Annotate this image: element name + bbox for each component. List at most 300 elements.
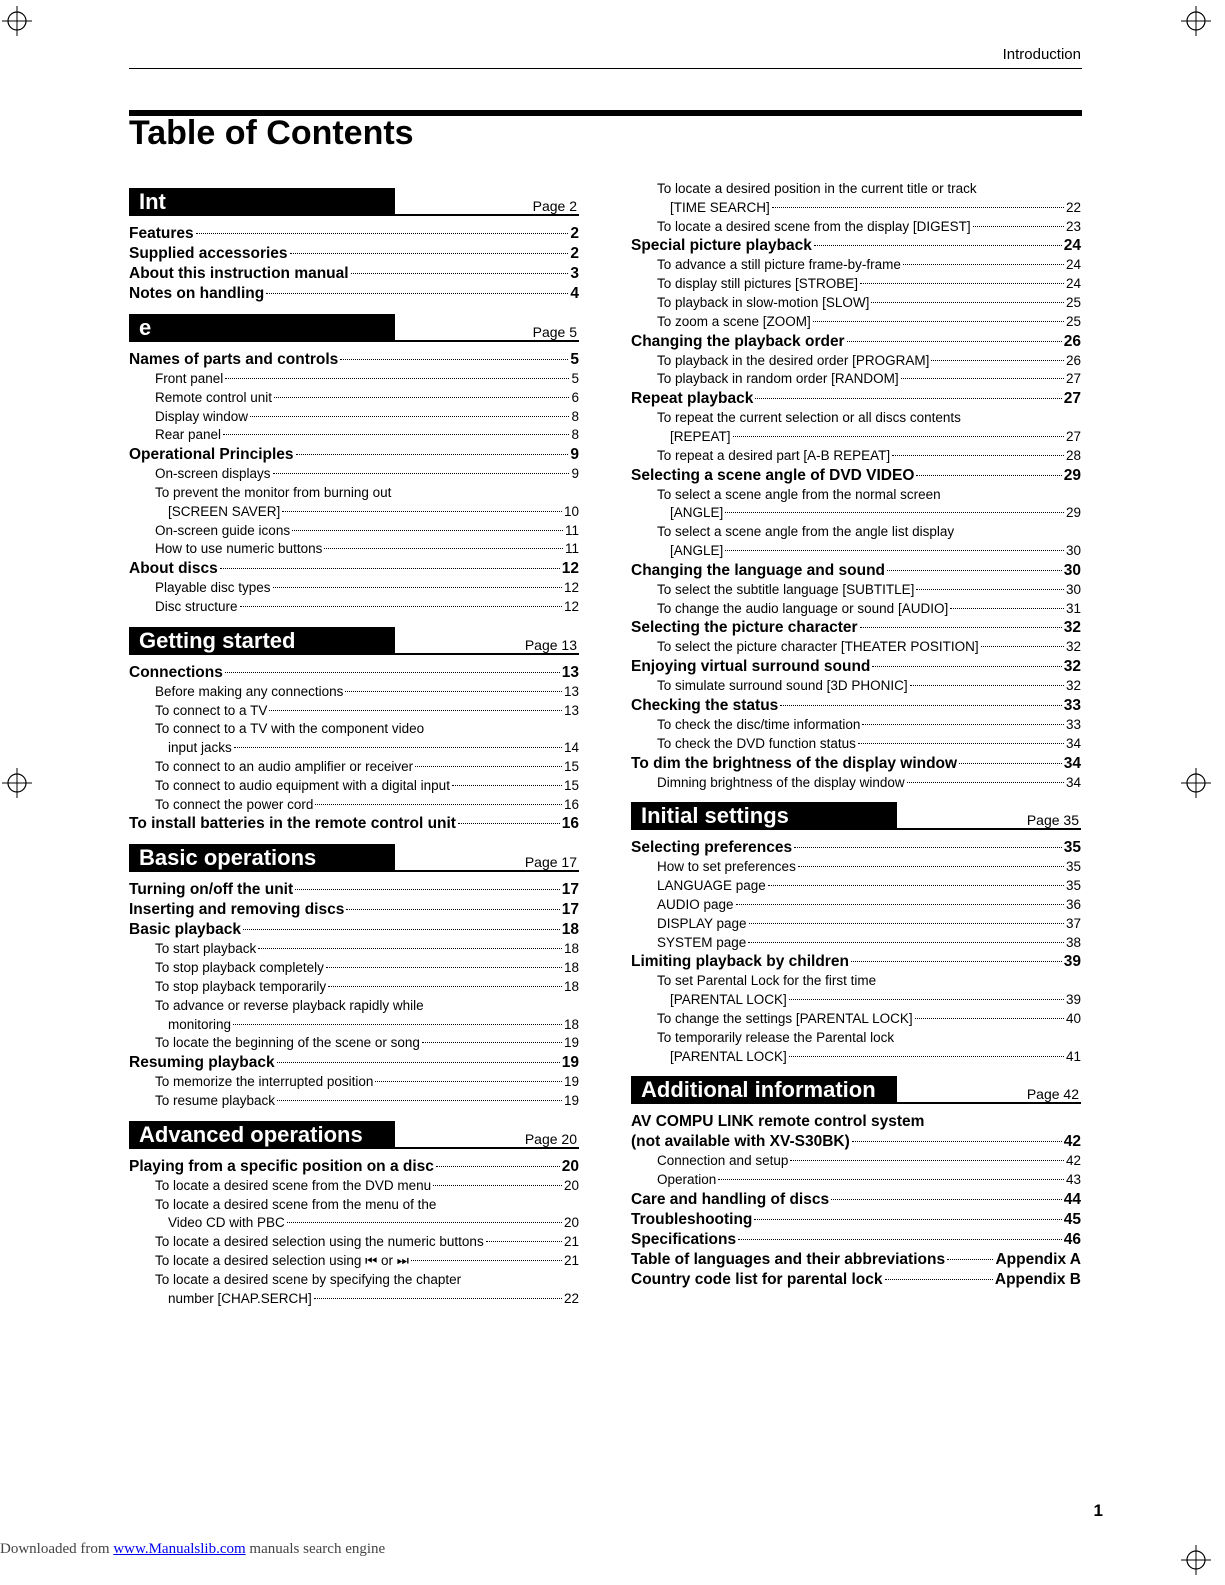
toc-entry-title: To check the DVD function status [657, 735, 856, 751]
toc-entry-text: To temporarily release the Parental lock [657, 1029, 895, 1045]
toc-entry[interactable] [631, 389, 1081, 409]
dot-leader [326, 967, 562, 968]
dot-leader [790, 1160, 1064, 1161]
toc-entry-title: monitoring [168, 1016, 232, 1032]
dot-leader [736, 904, 1064, 905]
toc-entry-page: 8 [571, 408, 579, 424]
toc-entry-page: 19 [561, 1054, 579, 1072]
dot-leader [872, 666, 1061, 667]
toc-entry-page: 19 [563, 1035, 579, 1051]
toc-entry-page: 35 [1065, 878, 1081, 894]
toc-entry-title: Display window [155, 408, 249, 424]
toc-entry-title: To connect to a TV [155, 702, 268, 718]
toc-entry[interactable] [129, 408, 579, 427]
toc-entry[interactable] [129, 559, 579, 579]
toc-entry-page: 17 [561, 901, 579, 919]
toc-entry-text: To set Parental Lock for the first time [657, 973, 877, 989]
toc-entry-title: input jacks [168, 740, 232, 756]
toc-entry-page: 14 [563, 740, 579, 756]
dot-leader [296, 454, 569, 455]
section-page-label: Page 5 [532, 324, 577, 340]
dot-leader [772, 207, 1064, 208]
registration-mark-icon [1181, 768, 1211, 798]
toc-entry[interactable] [129, 579, 579, 598]
toc-entry-page: 22 [1065, 199, 1081, 215]
toc-entry-page: 39 [1065, 992, 1081, 1008]
toc-entry-title: Connections [129, 663, 223, 681]
toc-entry[interactable] [631, 256, 1081, 275]
toc-entry-page: 31 [1065, 600, 1081, 616]
toc-section [129, 627, 579, 835]
toc-entry[interactable] [631, 1250, 1081, 1270]
dot-leader [738, 1239, 1062, 1240]
toc-entry-title: Front panel [155, 371, 224, 386]
toc-entry[interactable] [129, 702, 579, 721]
toc-entry-page: 10 [563, 503, 579, 519]
dot-leader [287, 1222, 562, 1223]
toc-entry[interactable] [631, 218, 1081, 237]
toc-entry-page: 9 [570, 446, 579, 464]
toc-entry[interactable] [631, 952, 1081, 972]
toc-entry-text: To repeat the current selection or all discs contents [657, 410, 961, 426]
toc-entry[interactable] [631, 1152, 1081, 1171]
toc-entry-text: To advance or reverse playback rapidly while [155, 997, 424, 1013]
toc-entry-title: Country code list for parental lock [631, 1270, 883, 1288]
toc-entry[interactable] [129, 1233, 579, 1252]
toc-entry-page: 18 [561, 921, 579, 939]
dot-leader [290, 253, 569, 254]
dot-leader [858, 743, 1064, 744]
toc-entry-title: number [CHAP.SERCH] [168, 1290, 312, 1306]
toc-entry-title: To memorize the interrupted position [155, 1074, 374, 1090]
toc-entry-title: [TIME SEARCH] [670, 199, 770, 215]
toc-entry-page: 12 [561, 560, 579, 578]
toc-entry-title: Selecting preferences [631, 839, 793, 857]
toc-entry[interactable] [129, 426, 579, 445]
dot-leader [947, 1259, 993, 1260]
toc-entry[interactable] [631, 199, 1081, 218]
section-header [129, 1121, 579, 1151]
toc-entry[interactable] [129, 940, 579, 959]
toc-entry[interactable] [631, 1132, 1081, 1152]
toc-entry[interactable] [631, 696, 1081, 716]
toc-entry-title: To locate a desired scene from the display [DIGEST] [657, 218, 971, 234]
toc-entry-page: 6 [571, 389, 579, 405]
toc-entry[interactable] [631, 735, 1081, 754]
dot-leader [907, 782, 1064, 783]
toc-entry-page: 25 [1065, 294, 1081, 310]
toc-entry-page: 16 [563, 796, 579, 812]
toc-entry-title: Special picture playback [631, 237, 812, 255]
toc-entry-page: 21 [563, 1252, 579, 1268]
toc-entry-page: 41 [1065, 1048, 1081, 1064]
toc-entry-text: AV COMPU LINK remote control system [631, 1113, 925, 1131]
toc-entry-title: Playing from a specific position on a disc [129, 1157, 434, 1175]
dot-leader [860, 627, 1062, 628]
dot-leader [436, 1166, 560, 1167]
toc-entry-page: 45 [1063, 1210, 1081, 1228]
dot-leader [754, 1219, 1061, 1220]
dot-leader [814, 245, 1062, 246]
dot-leader [315, 804, 562, 805]
toc-entry[interactable] [129, 920, 579, 940]
toc-entry[interactable] [631, 774, 1081, 793]
toc-entry[interactable] [129, 503, 579, 522]
dot-leader [486, 1241, 562, 1242]
toc-entry[interactable] [129, 758, 579, 777]
toc-entry[interactable] [631, 896, 1081, 915]
toc-entry[interactable] [129, 777, 579, 796]
toc-entry-title: Dimning brightness of the display window [657, 774, 905, 790]
dot-leader [794, 847, 1062, 848]
toc-entry[interactable] [631, 504, 1081, 523]
toc-entry-page: Appendix A [995, 1250, 1081, 1268]
toc-entry[interactable] [631, 1190, 1081, 1210]
toc-entry[interactable] [129, 1252, 579, 1271]
dot-leader [277, 1100, 562, 1101]
dot-leader [749, 923, 1064, 924]
dot-leader [847, 341, 1062, 342]
toc-entry-title: To install batteries in the remote control unit [129, 815, 456, 833]
page-number: 1 [1093, 1501, 1103, 1520]
toc-entry-text: To locate a desired scene by specifying the chapter [155, 1271, 462, 1287]
toc-entry[interactable] [129, 814, 579, 834]
toc-entry-page: 12 [563, 580, 579, 596]
dot-leader [273, 473, 570, 474]
toc-entry[interactable] [129, 1092, 579, 1111]
toc-section [129, 314, 579, 617]
dot-leader [223, 434, 569, 435]
manualslib-link[interactable]: www.Manualslib.com [113, 1541, 246, 1557]
toc-entry-page: 25 [1065, 313, 1081, 329]
dot-leader [871, 302, 1064, 303]
dot-leader [916, 475, 1061, 476]
header-rule [129, 68, 1082, 69]
dot-leader [852, 1141, 1062, 1142]
toc-entry-title: AUDIO page [657, 896, 734, 912]
toc-entry-page: 3 [570, 265, 579, 282]
toc-entry-page: 32 [1065, 639, 1081, 655]
dot-leader [748, 942, 1064, 943]
toc-entry[interactable] [631, 1270, 1081, 1290]
toc-entry-title: Limiting playback by children [631, 953, 849, 971]
toc-entry[interactable] [631, 1010, 1081, 1029]
dot-leader [295, 889, 560, 890]
dot-leader [959, 763, 1062, 764]
toc-entry-title: To simulate surround sound [3D PHONIC] [657, 678, 908, 694]
toc-entry[interactable] [631, 313, 1081, 332]
dot-leader [798, 866, 1064, 867]
download-footer [0, 1541, 385, 1558]
toc-entry[interactable] [631, 542, 1081, 561]
dot-leader [233, 1024, 562, 1025]
toc-entry-page: 36 [1065, 896, 1081, 912]
toc-entry[interactable] [129, 389, 579, 408]
toc-entry-page: 9 [571, 466, 579, 482]
toc-entry-title: Names of parts and controls [129, 351, 339, 368]
toc-entry[interactable] [129, 244, 579, 264]
toc-entry-text: To connect to a TV with the component video [155, 721, 425, 737]
toc-entry[interactable] [631, 858, 1081, 877]
toc-entry-title: To repeat a desired part [A-B REPEAT] [657, 447, 891, 463]
toc-entry[interactable] [129, 522, 579, 541]
toc-entry[interactable] [129, 1034, 579, 1053]
toc-entry[interactable] [631, 1230, 1081, 1250]
dot-leader [328, 986, 562, 987]
toc-entry-page: 16 [561, 815, 579, 833]
toc-entry-title: To advance a still picture frame-by-frame [657, 257, 901, 273]
toc-entry-title: To playback in random order [RANDOM] [657, 371, 899, 387]
toc-entry-page: 42 [1065, 1153, 1081, 1169]
dot-leader [345, 691, 562, 692]
section-page-label: Page 13 [524, 636, 577, 653]
toc-entry-page: 20 [563, 1177, 579, 1193]
toc-entry[interactable] [129, 465, 579, 484]
toc-entry-title: DISPLAY page [657, 915, 747, 931]
toc-entry[interactable] [129, 1214, 579, 1233]
toc-entry[interactable] [129, 739, 579, 758]
toc-entry-page: 30 [1063, 561, 1081, 579]
toc-entry[interactable] [631, 561, 1081, 581]
dot-leader [220, 568, 560, 569]
toc-entry[interactable] [631, 428, 1081, 447]
toc-entry[interactable] [631, 677, 1081, 696]
dot-leader [196, 233, 569, 234]
left-column [129, 188, 579, 1318]
toc-entry[interactable] [631, 332, 1081, 352]
toc-entry-page: 20 [561, 1157, 579, 1175]
toc-entry[interactable] [631, 716, 1081, 735]
section-header [129, 844, 579, 874]
toc-entry[interactable] [631, 754, 1081, 774]
toc-entry-title: To resume playback [155, 1092, 276, 1108]
dot-leader [433, 1185, 562, 1186]
toc-entry-title: Selecting the picture character [631, 619, 858, 637]
toc-entry-title: How to use numeric buttons [155, 541, 323, 557]
dot-leader [250, 416, 569, 417]
dot-leader [915, 1018, 1064, 1019]
toc-entry-title: [PARENTAL LOCK] [670, 992, 787, 1008]
toc-entry[interactable] [631, 352, 1081, 371]
toc-entry-title: Inserting and removing discs [129, 901, 345, 919]
dot-leader [892, 455, 1064, 456]
toc-entry[interactable] [631, 915, 1081, 934]
toc-entry-page: 13 [563, 702, 579, 718]
section-page-label: Page 35 [1026, 812, 1079, 829]
toc-entry[interactable] [631, 581, 1081, 600]
toc-entry[interactable] [631, 991, 1081, 1010]
toc-entry[interactable] [631, 1171, 1081, 1190]
toc-entry-page: 2 [570, 245, 579, 262]
toc-entry[interactable] [129, 284, 579, 304]
toc-entry[interactable] [129, 350, 579, 370]
dot-leader [885, 1279, 993, 1280]
toc-entry-title: Selecting a scene angle of DVD VIDEO [631, 466, 915, 484]
toc-entry-page: 39 [1063, 953, 1081, 971]
toc-entry[interactable] [631, 600, 1081, 619]
toc-entry-page: 26 [1063, 332, 1081, 350]
toc-entry-page: 26 [1065, 352, 1081, 368]
toc-entry-title: To zoom a scene [ZOOM] [657, 313, 811, 329]
toc-section [129, 844, 579, 1110]
toc-entry[interactable] [129, 1177, 579, 1196]
toc-entry-page: 24 [1065, 276, 1081, 292]
toc-entry[interactable] [129, 370, 579, 389]
section-title: e [129, 314, 395, 342]
section-title: Getting started [129, 627, 395, 655]
dot-leader [725, 550, 1064, 551]
section-page-label: Page 20 [524, 1130, 577, 1147]
toc-entry[interactable] [129, 880, 579, 900]
toc-entry[interactable] [631, 466, 1081, 486]
toc-entry[interactable] [129, 796, 579, 815]
toc-entry-title: Enjoying virtual surround sound [631, 658, 871, 676]
section-header [129, 314, 579, 344]
toc-entry-title: Video CD with PBC [168, 1215, 285, 1231]
toc-entry-page: 15 [563, 758, 579, 774]
toc-entry[interactable] [129, 1290, 579, 1309]
toc-entry-page: 18 [563, 960, 579, 976]
toc-section [631, 1076, 1081, 1290]
toc-entry-text: To select a scene angle from the angle list display [657, 524, 955, 540]
section-page-label: Page 2 [532, 198, 577, 214]
toc-entry[interactable] [631, 1210, 1081, 1230]
toc-entry-page: 2 [570, 225, 579, 242]
toc-entry-page: 35 [1063, 839, 1081, 857]
dot-leader [916, 589, 1064, 590]
dot-leader [910, 685, 1064, 686]
toc-section [129, 1121, 579, 1309]
toc-entry-title: To locate a desired selection using ⏮ or ⏭ [155, 1252, 409, 1268]
toc-entry-title: (not available with XV-S30BK) [631, 1133, 850, 1151]
section-header [631, 1076, 1081, 1106]
toc-entry-title: To stop playback completely [155, 960, 324, 976]
toc-entry[interactable] [631, 657, 1081, 677]
toc-entry-page: 20 [563, 1215, 579, 1231]
section-title: Basic operations [129, 844, 395, 872]
dot-leader [733, 436, 1064, 437]
toc-entry-title: To locate a desired selection using the numeric buttons [155, 1234, 484, 1250]
toc-entry[interactable] [631, 370, 1081, 389]
toc-entry[interactable] [129, 224, 579, 244]
toc-entry[interactable] [129, 683, 579, 702]
toc-entry[interactable] [129, 445, 579, 465]
toc-entry-title: Disc structure [155, 598, 238, 614]
toc-entry-text: To locate a desired scene from the menu of the [155, 1196, 437, 1212]
dot-leader [292, 530, 563, 531]
toc-entry[interactable] [631, 877, 1081, 896]
toc-entry[interactable] [631, 638, 1081, 657]
toc-entry-page: 24 [1065, 257, 1081, 273]
toc-entry-page: 34 [1065, 774, 1081, 790]
section-title: Initial settings [631, 802, 897, 830]
toc-entry-page: 8 [571, 427, 579, 443]
toc-entry-title: To stop playback temporarily [155, 978, 327, 994]
toc-entry-title: Specifications [631, 1230, 737, 1248]
toc-entry[interactable] [129, 1016, 579, 1035]
toc-entry-page: 34 [1065, 735, 1081, 751]
dot-leader [234, 747, 562, 748]
dot-leader [813, 321, 1064, 322]
dot-leader [225, 672, 560, 673]
registration-mark-icon [1181, 1545, 1211, 1575]
toc-entry-title: To change the audio language or sound [AUDIO] [657, 600, 949, 616]
toc-entry[interactable] [129, 1157, 579, 1177]
toc-entry-page: 29 [1063, 466, 1081, 484]
toc-entry[interactable] [129, 598, 579, 617]
toc-entry-page: 27 [1065, 371, 1081, 387]
running-header: Introduction [1002, 46, 1081, 63]
toc-entry[interactable] [631, 838, 1081, 858]
toc-entry-title: To connect to an audio amplifier or receiver [155, 758, 414, 774]
toc-entry[interactable] [631, 1048, 1081, 1067]
dot-leader [851, 961, 1062, 962]
section-title: Additional information [631, 1076, 897, 1104]
toc-entry[interactable] [631, 447, 1081, 466]
toc-entry-title: Features [129, 225, 194, 242]
dot-leader [901, 378, 1064, 379]
toc-entry-title: Notes on handling [129, 285, 265, 302]
dot-leader [973, 226, 1064, 227]
toc-entry[interactable] [129, 264, 579, 284]
toc-entry-title: To playback in the desired order [PROGRAM] [657, 352, 930, 368]
dot-leader [931, 360, 1064, 361]
toc-entry-title: To connect the power cord [155, 796, 314, 812]
toc-entry[interactable] [631, 934, 1081, 953]
toc-entry-page: 38 [1065, 934, 1081, 950]
toc-entry-page: Appendix B [994, 1270, 1081, 1288]
toc-entry[interactable] [129, 959, 579, 978]
dot-leader [225, 378, 569, 379]
toc-entry-page: 12 [563, 598, 579, 614]
toc-entry-title: Turning on/off the unit [129, 881, 294, 899]
toc-entry-title: [REPEAT] [670, 428, 731, 444]
toc-entry[interactable] [129, 1073, 579, 1092]
toc-entry[interactable] [129, 540, 579, 559]
toc-entry[interactable] [631, 275, 1081, 294]
toc-entry[interactable] [129, 978, 579, 997]
toc-entry-page: 40 [1065, 1010, 1081, 1026]
toc-entry-title: Repeat playback [631, 390, 754, 408]
toc-entry-title: Connection and setup [657, 1153, 789, 1169]
toc-entry-title: To change the settings [PARENTAL LOCK] [657, 1010, 913, 1026]
dot-leader [240, 606, 562, 607]
dot-leader [725, 512, 1064, 513]
toc-entry[interactable] [631, 294, 1081, 313]
toc-entry[interactable] [129, 900, 579, 920]
toc-entry-page: 19 [563, 1092, 579, 1108]
toc-entry[interactable] [631, 236, 1081, 256]
toc-entry[interactable] [129, 1053, 579, 1073]
dot-leader [411, 1260, 562, 1261]
toc-entry-title: To dim the brightness of the display window [631, 754, 958, 772]
toc-section [129, 188, 579, 304]
toc-entry-page: 33 [1063, 696, 1081, 714]
dot-leader [903, 264, 1064, 265]
toc-entry-page: 15 [563, 777, 579, 793]
footer-suffix: manuals search engine [245, 1541, 386, 1557]
toc-section-continued [631, 180, 1081, 792]
toc-entry-title: On-screen guide icons [155, 522, 291, 538]
toc-entry-title: Remote control unit [155, 389, 273, 405]
toc-entry[interactable] [129, 663, 579, 683]
toc-entry-page: 32 [1063, 658, 1081, 676]
toc-entry-page: 17 [561, 881, 579, 899]
toc-entry-title: Resuming playback [129, 1054, 275, 1072]
dot-leader [243, 929, 560, 930]
toc-entry[interactable] [631, 618, 1081, 638]
toc-entry-title: LANGUAGE page [657, 878, 766, 894]
